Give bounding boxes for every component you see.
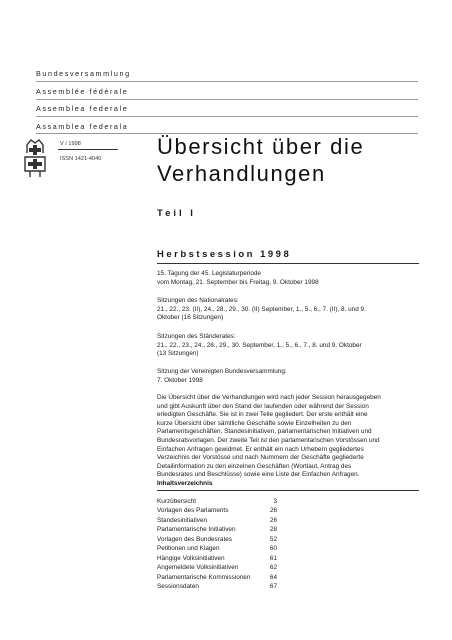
toc-item-parlamentarische-initiativen[interactable] — [157, 525, 277, 534]
toc-item-page: 52 — [269, 535, 277, 543]
toc-item-vorlagen-parlament[interactable] — [157, 506, 277, 515]
paragraph-line: 7. Oktober 1998 — [157, 376, 203, 384]
paragraph-line: Sitzungen des Ständerates: — [157, 333, 236, 340]
toc-list — [157, 497, 277, 591]
paragraph-line: Parlamentsgeschäften, Standesinitiativen, parlamentarischen Initiativen und — [157, 428, 372, 436]
toc-item-page: 61 — [269, 554, 277, 562]
divider — [157, 490, 419, 491]
nationalrat-sessions-paragraph — [157, 297, 419, 323]
toc-item-label: Sessionsdaten — [157, 582, 199, 590]
toc-item-page: 28 — [269, 526, 277, 534]
toc-item-page: 60 — [269, 545, 277, 553]
toc-item-label: Standesinitiativen — [157, 516, 208, 524]
paragraph-line: Oktober (16 Sitzungen) — [157, 314, 224, 322]
description-paragraph — [157, 394, 419, 480]
toc-item-label: Petitionen und Klagen — [157, 545, 220, 553]
toc-item-label: Parlamentarische Initiativen — [157, 526, 236, 534]
institution-name-fr: Assemblée fédérale — [36, 87, 129, 96]
paragraph-line: 21., 22., 23. (II), 24., 28., 29., 30. (II) September, 1., 5., 6., 7. (II), 8. und 9. — [157, 305, 366, 313]
page-title-line-2: Verhandlungen — [157, 161, 326, 186]
toc-item-label: Angemeldete Volksinitiativen — [157, 564, 239, 572]
divider — [36, 116, 418, 117]
edition-number: V / 1998 — [60, 141, 81, 147]
paragraph-line: Bundesrates und Beschlüsse) sowie eine Liste der Einfachen Anfragen. — [157, 471, 360, 479]
toc-item-label: Kurzübersicht — [157, 498, 197, 505]
swiss-parliament-cross-logo-icon — [23, 137, 47, 179]
toc-item-vorlagen-bundesrat[interactable] — [157, 535, 277, 544]
toc-item-parlamentarische-kommissionen[interactable] — [157, 573, 277, 582]
toc-item-page: 3 — [273, 498, 277, 505]
institution-name-rm: Assamblea federala — [36, 122, 129, 131]
toc-item-label: Vorlagen des Parlaments — [157, 507, 229, 515]
toc-item-kurzuebersicht[interactable] — [157, 497, 277, 506]
toc-heading: Inhaltsverzeichnis — [157, 480, 213, 487]
institution-name-de: Bundesversammlung — [36, 69, 131, 78]
issn-number: ISSN 1421-4040 — [60, 156, 102, 162]
paragraph-line: Die Übersicht über die Verhandlungen wird nach jeder Session herausgegeben — [157, 394, 381, 401]
page-title-line-1: Übersicht über die — [157, 134, 365, 159]
institution-name-it: Assemblea federale — [36, 104, 129, 113]
toc-item-angemeldete-volksinitiativen[interactable] — [157, 563, 277, 572]
paragraph-line: Bundesratsvorlagen. Der zweite Teil ist den parlamentarischen Vorstössen und — [157, 436, 380, 444]
toc-item-haengige-volksinitiativen[interactable] — [157, 554, 277, 563]
paragraph-line: und gibt Auskunft über den Stand der laufenden oder während der Session — [157, 402, 369, 410]
toc-item-label: Hängige Volksinitiativen — [157, 554, 225, 562]
toc-item-page: 64 — [269, 573, 277, 581]
divider — [36, 99, 418, 100]
paragraph-line: erledigten Geschäfte. Sie ist in zwei Teile gegliedert. Der erste enthält eine — [157, 411, 368, 419]
paragraph-line: kurze Übersicht über sämtliche Geschäfte sowie Einzelheiten zu den — [157, 419, 352, 427]
paragraph-line: Sitzung der Vereinigten Bundesversammlung: — [157, 368, 287, 375]
toc-item-sessionsdaten[interactable] — [157, 582, 277, 591]
page-title — [157, 133, 364, 187]
toc-item-page: 62 — [269, 564, 277, 572]
paragraph-line: Verzeichnis der Vorstösse und nach Nummern der Geschäfte gegliederte — [157, 454, 364, 462]
divider — [36, 81, 418, 82]
toc-item-standesinitiativen[interactable] — [157, 516, 277, 525]
paragraph-line: Detailinformation zu den einzelnen Geschäften (Wortlaut, Antrag des — [157, 462, 352, 470]
paragraph-line: Einfachen Anfragen gewidmet. Er enthält ein nach Urhebern gegliedertes — [157, 445, 364, 453]
divider — [157, 263, 419, 264]
paragraph-line: 21., 22., 23., 24., 28., 29., 30. September, 1., 5., 6., 7., 8. und 9. Oktober — [157, 341, 362, 349]
divider — [58, 149, 118, 150]
federal-assembly-session-paragraph — [157, 368, 419, 385]
paragraph-line: (13 Sitzungen) — [157, 350, 199, 358]
toc-item-petitionen-klagen[interactable] — [157, 544, 277, 553]
session-heading: Herbstsession 1998 — [157, 249, 292, 260]
paragraph-line: Sitzungen des Nationalrates: — [157, 297, 239, 304]
staenderat-sessions-paragraph — [157, 333, 419, 359]
toc-item-page: 26 — [269, 507, 277, 515]
toc-item-page: 67 — [269, 582, 277, 590]
toc-item-label: Vorlagen des Bundesrates — [157, 535, 232, 543]
paragraph-line: 15. Tagung der 45. Legislaturperiode — [157, 270, 261, 277]
paragraph-line: vom Montag, 21. September bis Freitag, 9. Oktober 1998 — [157, 278, 319, 286]
toc-item-page: 26 — [269, 516, 277, 524]
session-dates-paragraph — [157, 270, 419, 287]
toc-item-label: Parlamentarische Kommissionen — [157, 573, 251, 581]
part-label: Teil I — [157, 208, 196, 219]
